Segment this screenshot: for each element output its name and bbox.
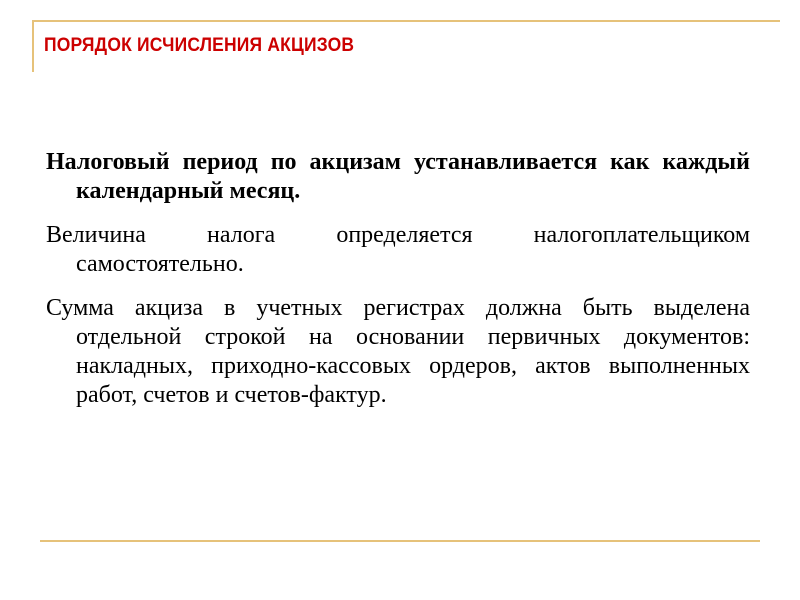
slide-body <box>46 148 750 425</box>
slide-title: ПОРЯДОК ИСЧИСЛЕНИЯ АКЦИЗОВ <box>44 35 355 56</box>
top-divider <box>32 20 780 22</box>
paragraph-tax-period: Налоговый период по акцизам устанавливается как каждый календарный месяц. <box>46 149 750 204</box>
title-left-border <box>32 20 34 72</box>
bottom-divider <box>40 540 760 542</box>
paragraph-tax-amount: Величина налога определяется налогоплательщиком самостоятельно. <box>46 222 750 277</box>
paragraph-excise-accounting: Сумма акциза в учетных регистрах должна быть выделена отдельной строкой на основании первичных документов: накладных, приходно-кассовых ордеров, актов выполненных работ, счетов и счетов-фактур. <box>46 295 750 408</box>
